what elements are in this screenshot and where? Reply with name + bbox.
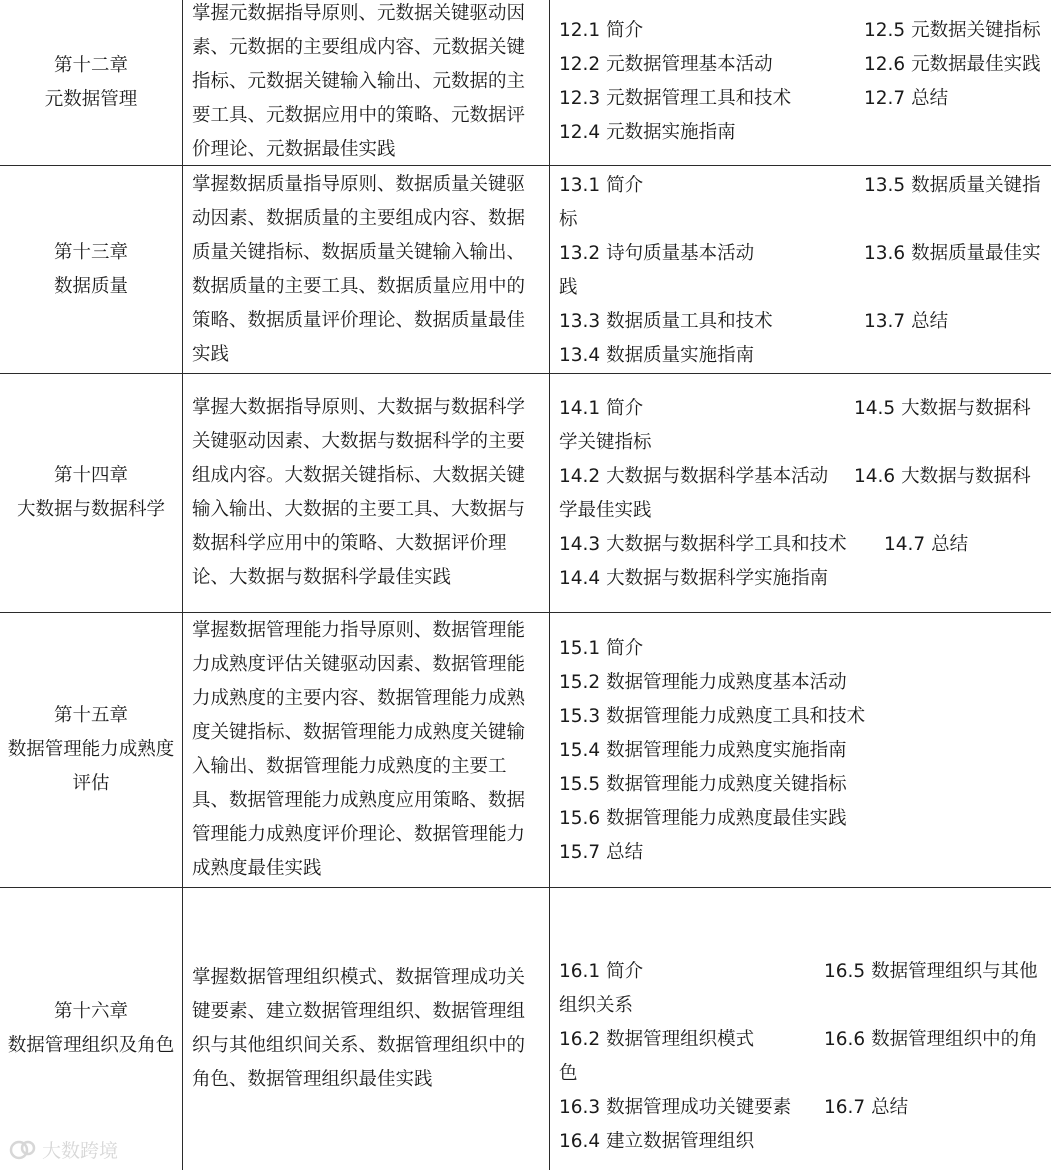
section-left: 13.2 诗句质量基本活动 [559,243,755,264]
objective-text: 掌握数据管理组织模式、数据管理成功关键要素、建立数据管理组织、数据管理组织与其他组织间关系、数据管理组织中的角色、数据管理组织最佳实践 [192,967,526,1090]
section-right: 14.6 大数据与数据科 [854,466,1031,487]
section-right: 16.5 数据管理组织与其他 [824,961,1038,982]
section-left: 14.1 简介 [559,398,644,419]
section-line [559,955,1051,989]
chapter-number: 第十四章 [53,465,128,486]
section-line [559,116,1051,150]
section-line [559,203,1051,237]
section-line [559,48,1051,82]
section-left: 16.1 简介 [559,961,644,982]
section-left: 14.4 大数据与数据科学实施指南 [559,568,829,589]
chapter-cell [0,613,182,887]
section-left: 13.1 简介 [559,175,644,196]
section-line [559,237,1051,271]
section-left: 14.2 大数据与数据科学基本活动 [559,466,829,487]
chapter-cell [0,0,182,165]
section-line [559,271,1051,305]
objective-text: 掌握数据管理能力指导原则、数据管理能力成熟度评估关键驱动因素、数据管理能力成熟度的主要内容、数据管理能力成熟度关键指标、数据管理能力成熟度关键输入输出、数据管理能力成熟度的主要工具、数据管理能力成熟度应用策略、数据管理能力成熟度评价理论、数据管理能力成熟度最佳实践 [192,620,526,879]
section-line [559,528,1051,562]
section-line [559,392,1051,426]
section-left: 标 [559,209,578,230]
sections-cell [559,14,1051,150]
objective-cell [192,166,542,373]
section-line [559,1091,1051,1125]
watermark-logo-icon [8,1139,38,1161]
section-left: 13.4 数据质量实施指南 [559,345,755,366]
objective-cell [192,888,542,1170]
section-line: 15.4 数据管理能力成熟度实施指南 [559,740,847,761]
section-right: 12.7 总结 [864,88,949,109]
section-right: 16.7 总结 [824,1097,909,1118]
section-line [559,82,1051,116]
sections-cell [559,392,1051,596]
section-right: 14.5 大数据与数据科 [854,398,1031,419]
chapter-number: 第十五章 [53,705,128,726]
section-left: 14.3 大数据与数据科学工具和技术 [559,534,847,555]
section-left: 16.4 建立数据管理组织 [559,1131,755,1152]
section-line [559,494,1051,528]
objective-cell [192,374,542,612]
section-left: 16.3 数据管理成功关键要素 [559,1097,792,1118]
section-line [559,14,1051,48]
sections-cell [559,169,1051,373]
watermark-text: 大数跨境 [42,1140,119,1162]
section-line [559,339,1051,373]
chapter-cell [0,166,182,373]
section-line [559,426,1051,460]
section-right: 13.5 数据质量关键指 [864,175,1041,196]
objective-cell [192,0,542,166]
column-divider [182,0,183,1170]
chapter-cell [0,374,182,612]
section-left: 学关键指标 [559,432,652,453]
chapter-number: 第十二章 [53,54,128,76]
objective-cell [192,613,542,887]
section-line [559,1125,1051,1159]
section-left: 组织关系 [559,995,634,1016]
section-left: 12.1 简介 [559,20,644,41]
sections-cell [559,632,1051,870]
section-line: 15.6 数据管理能力成熟度最佳实践 [559,808,847,829]
section-line: 15.2 数据管理能力成熟度基本活动 [559,672,847,693]
section-right: 12.5 元数据关键指标 [864,20,1041,41]
section-line [559,1023,1051,1057]
section-line: 15.3 数据管理能力成熟度工具和技术 [559,706,866,727]
section-right: 13.7 总结 [864,311,949,332]
section-line [559,169,1051,203]
objective-text: 掌握数据质量指导原则、数据质量关键驱动因素、数据质量的主要组成内容、数据质量关键指标、数据质量关键输入输出、数据质量的主要工具、数据质量应用中的策略、数据质量评价理论、数据质量最佳实践 [192,173,526,365]
section-left: 12.3 元数据管理工具和技术 [559,88,792,109]
chapter-number: 第十六章 [53,1001,128,1022]
objective-text: 掌握大数据指导原则、大数据与数据科学关键驱动因素、大数据与数据科学的主要组成内容。大数据关键指标、大数据关键输入输出、大数据的主要工具、大数据与数据科学应用中的策略、大数据评价理论、大数据与数据科学最佳实践 [192,397,526,588]
chapter-number: 第十三章 [53,241,128,263]
section-line [559,305,1051,339]
chapter-title: 数据管理能力成熟度评估 [7,739,175,794]
column-divider [549,0,550,1170]
section-left: 色 [559,1063,578,1084]
watermark [8,1136,118,1163]
section-line: 15.1 简介 [559,638,644,659]
section-line: 15.7 总结 [559,842,644,863]
section-right: 16.6 数据管理组织中的角 [824,1029,1038,1050]
section-left: 学最佳实践 [559,500,652,521]
section-line: 15.5 数据管理能力成熟度关键指标 [559,774,847,795]
chapter-cell [0,888,182,1170]
objective-text: 掌握元数据指导原则、元数据关键驱动因素、元数据的主要组成内容、元数据关键指标、元数据关键输入输出、元数据的主要工具、元数据应用中的策略、元数据评价理论、元数据最佳实践 [192,2,526,160]
section-left: 12.2 元数据管理基本活动 [559,54,773,75]
section-line [559,989,1051,1023]
section-line [559,562,1051,596]
section-right: 12.6 元数据最佳实践 [864,54,1041,75]
section-left: 16.2 数据管理组织模式 [559,1029,755,1050]
section-line [559,1057,1051,1091]
chapter-title: 数据管理组织及角色 [7,1035,175,1056]
section-right: 13.6 数据质量最佳实 [864,243,1041,264]
section-left: 13.3 数据质量工具和技术 [559,311,773,332]
chapter-title: 大数据与数据科学 [16,499,165,520]
section-left: 12.4 元数据实施指南 [559,122,736,143]
sections-cell [559,955,1051,1159]
section-left: 践 [559,277,578,298]
section-right: 14.7 总结 [884,534,969,555]
chapter-title: 元数据管理 [44,88,138,110]
chapter-title: 数据质量 [53,275,128,297]
section-line [559,460,1051,494]
